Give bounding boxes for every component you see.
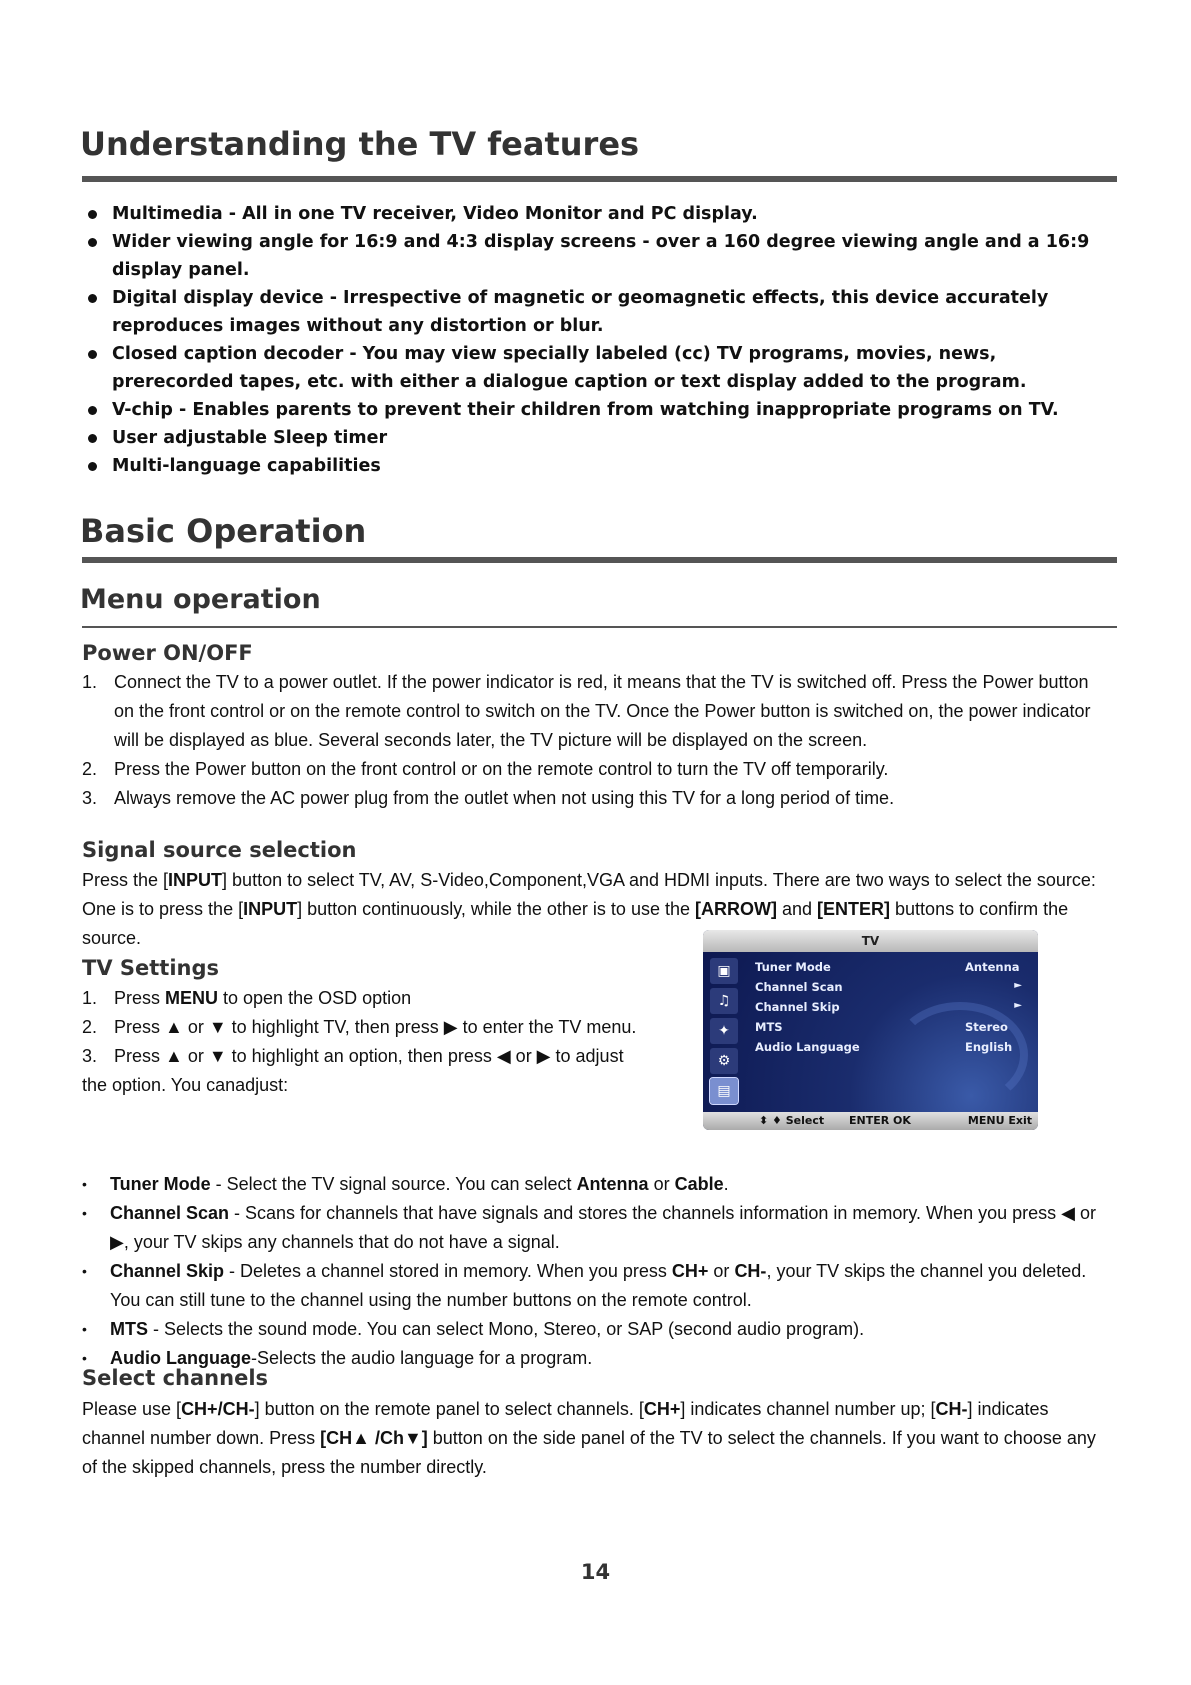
features-rule	[82, 176, 1117, 182]
signal-paragraph: Press the [INPUT] button to select TV, AV, S-Video,Component,VGA and HDMI inputs. There are two ways to select the source: One is to press the [INPUT] button continuously, while the other is to use the [ARROW] and [ENTER] buttons to confirm the source.	[82, 870, 1096, 948]
channel-icon: ✦	[710, 1018, 738, 1044]
picture-icon: ▣	[710, 958, 738, 984]
osd-rows	[755, 960, 1026, 1060]
list-item: Wider viewing angle for 16:9 and 4:3 display screens - over a 160 degree viewing angle and a 16:9 display panel.	[82, 228, 1112, 284]
osd-sidebar	[707, 956, 741, 1110]
power-steps	[82, 668, 1112, 813]
osd-row-mts: MTS Stereo	[755, 1020, 1008, 1034]
list-item: 3. Always remove the AC power plug from the outlet when not using this TV for a long period of time.	[82, 788, 895, 808]
osd-footer	[703, 1112, 1038, 1130]
list-item: Digital display device - Irrespective of magnetic or geomagnetic effects, this device accurately reproduces images without any distortion or blur.	[82, 284, 1112, 340]
power-title: Power ON/OFF	[82, 641, 253, 665]
tv-options-list	[82, 1170, 1112, 1373]
sound-icon: ♫	[710, 988, 738, 1014]
list-item: Multi-language capabilities	[82, 452, 1112, 480]
list-item: • Tuner Mode - Select the TV signal source. You can select Antenna or Cable.	[82, 1170, 1112, 1199]
list-item: 2. Press the Power button on the front control or on the remote control to turn the TV off temporarily.	[82, 759, 889, 779]
list-item: User adjustable Sleep timer	[82, 424, 1112, 452]
tv-osd-menu	[703, 930, 1038, 1130]
osd-row-tuner-mode: Tuner Mode Antenna	[755, 960, 1020, 974]
list-item: 1. Press MENU to open the OSD option	[82, 988, 412, 1008]
features-list	[82, 200, 1112, 480]
list-item: 1. Connect the TV to a power outlet. If the power indicator is red, it means that the TV is switched off. Press the Power button on the front control or on the remote control to switch on the TV. Once the Power button is switched on, the power indicator will be displayed as blue. Several seconds later, the TV picture will be displayed on the screen.	[82, 672, 1091, 750]
list-item: • MTS - Selects the sound mode. You can select Mono, Stereo, or SAP (second audio program).	[82, 1315, 1112, 1344]
osd-foot-select: ⬍ ♦ Select	[759, 1114, 825, 1127]
menu-operation-rule	[82, 626, 1117, 628]
tv-settings-steps	[82, 984, 702, 1100]
page-number: 14	[580, 1560, 611, 1584]
list-item: • Audio Language-Selects the audio language for a program.	[82, 1344, 1112, 1373]
list-item: Multimedia - All in one TV receiver, Video Monitor and PC display.	[82, 200, 1112, 228]
osd-row-channel-scan: Channel Scan ►	[755, 980, 1022, 994]
select-channels-paragraph: Please use [CH+/CH-] button on the remote panel to select channels. [CH+] indicates channel number up; [CH-] indicates channel number down. Press [CH▲ /Ch▼] button on the side panel of the TV to select the channels. If you want to choose any of the skipped channels, press the number directly.	[82, 1399, 1096, 1477]
osd-title: TV	[703, 930, 1038, 952]
list-item: • Channel Skip - Deletes a channel stored in memory. When you press CH+ or CH-, your TV skips the channel you deleted. You can still tune to the channel using the number buttons on the remote control.	[82, 1257, 1112, 1315]
basic-operation-title: Basic Operation	[80, 512, 367, 550]
tv-icon: ▤	[710, 1078, 738, 1104]
basic-operation-rule	[82, 557, 1117, 563]
osd-row-audio-language: Audio Language English	[755, 1040, 1013, 1054]
list-item: 2. Press ▲ or ▼ to highlight TV, then press ▶ to enter the TV menu.	[82, 1017, 637, 1037]
features-title: Understanding the TV features	[80, 125, 640, 163]
list-item-continuation: the option. You canadjust:	[82, 1075, 289, 1095]
osd-row-channel-skip: Channel Skip ►	[755, 1000, 1022, 1014]
menu-operation-title: Menu operation	[80, 584, 321, 615]
tv-settings-title: TV Settings	[82, 956, 220, 980]
osd-foot-menu: MENU Exit	[967, 1114, 1032, 1127]
setup-icon: ⚙	[710, 1048, 738, 1074]
list-item: Closed caption decoder - You may view specially labeled (cc) TV programs, movies, news, prerecorded tapes, etc. with either a dialogue caption or text display added to the program.	[82, 340, 1112, 396]
list-item: • Channel Scan - Scans for channels that have signals and stores the channels information in memory. When you press ◀ or ▶, your TV skips any channels that do not have a signal.	[82, 1199, 1112, 1257]
osd-foot-enter: ENTER OK	[849, 1114, 911, 1127]
select-channels-title: Select channels	[82, 1366, 269, 1390]
list-item: 3. Press ▲ or ▼ to highlight an option, then press ◀ or ▶ to adjust	[82, 1046, 624, 1066]
signal-title: Signal source selection	[82, 838, 357, 862]
list-item: V-chip - Enables parents to prevent their children from watching inappropriate programs on TV.	[82, 396, 1112, 424]
osd-body	[703, 952, 1038, 1112]
